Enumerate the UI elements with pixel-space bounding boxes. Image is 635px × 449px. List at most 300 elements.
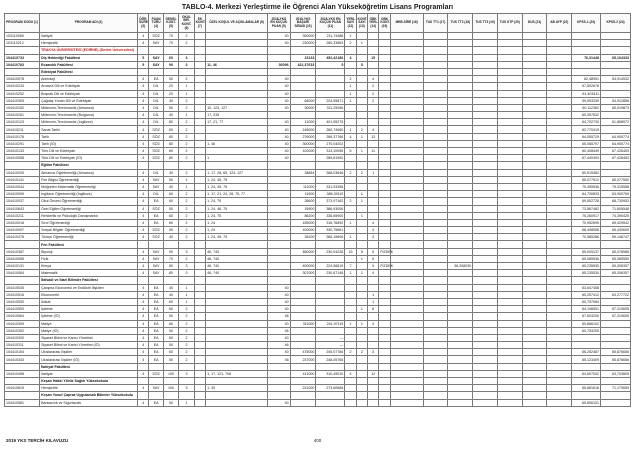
table-cell (473, 112, 498, 119)
table-cell (368, 140, 379, 147)
table-cell (194, 284, 205, 291)
table-cell: 4 (138, 205, 149, 212)
program-name-cell: Keşan Yusuf Çapraz Uygulamalı Bilimler Yüksekokulu (40, 392, 138, 399)
table-cell (423, 334, 448, 341)
table-cell: 3 (179, 263, 194, 270)
table-cell (473, 40, 498, 47)
table-cell (448, 68, 473, 75)
table-cell (206, 90, 268, 97)
table-cell (423, 298, 448, 305)
table-cell: 40 (267, 334, 290, 341)
table-cell (356, 342, 367, 349)
table-cell (473, 277, 498, 284)
table-cell (497, 255, 522, 262)
table-cell (423, 284, 448, 291)
table-cell: 40 (163, 112, 178, 119)
program-code-cell: 104410783 (5, 61, 40, 68)
table-cell (290, 306, 316, 313)
table-cell (345, 205, 356, 212)
table-cell (345, 191, 356, 198)
table-cell (206, 291, 268, 298)
table-cell (497, 112, 522, 119)
table-cell: 40 (267, 83, 290, 90)
table-cell (368, 33, 379, 40)
table-cell: SAY (149, 255, 163, 262)
table-cell: 4 (138, 284, 149, 291)
column-header: PUAN TÜRÜ (4) (149, 14, 163, 33)
table-cell (356, 176, 367, 183)
table-cell (497, 119, 522, 126)
table-cell (547, 176, 572, 183)
table-cell (497, 183, 522, 190)
table-cell: 23133 (290, 54, 316, 61)
table-cell (547, 83, 572, 90)
table-cell (390, 349, 423, 356)
table-cell (368, 104, 379, 111)
table-cell (379, 334, 390, 341)
table-cell: 1 (179, 399, 194, 406)
table-cell: 1 (345, 219, 356, 226)
table-cell: 2 (179, 234, 194, 241)
table-cell (547, 140, 572, 147)
table-cell: 46 (267, 327, 290, 334)
program-code-cell: 104410064 (5, 270, 40, 277)
table-cell: 1 (179, 183, 194, 190)
program-code-cell: 104410211 (5, 126, 40, 133)
table-cell (390, 133, 423, 140)
table-cell: 1 (179, 176, 194, 183)
table-cell (267, 370, 290, 377)
table-cell: 67,426453 (601, 155, 631, 162)
program-name-cell: İktisadi ve İdari Bilimler Fakültesi (40, 277, 138, 284)
table-cell: 4 (368, 227, 379, 234)
table-cell: 64,055729 (572, 133, 601, 140)
table-cell (345, 47, 356, 54)
table-cell (163, 47, 178, 54)
program-name-cell: Arnavut Dili ve Edebiyatı (40, 83, 138, 90)
table-cell (345, 61, 356, 68)
table-cell (473, 104, 498, 111)
table-cell (379, 104, 390, 111)
table-cell (356, 356, 367, 363)
table-cell (345, 334, 356, 341)
table-cell: 1 (368, 291, 379, 298)
table-cell (356, 68, 367, 75)
table-cell (448, 104, 473, 111)
table-cell (194, 313, 205, 320)
table-cell (379, 370, 390, 377)
table-cell (423, 47, 448, 54)
table-cell (448, 112, 473, 119)
table-cell (290, 255, 316, 262)
table-cell: 230,67146 (316, 270, 345, 277)
table-cell: 1 (356, 40, 367, 47)
table-cell (572, 392, 601, 399)
table-cell (390, 198, 423, 205)
program-name-cell: Diş Hekimliği Fakültesi (40, 54, 138, 61)
table-cell (547, 155, 572, 162)
table-cell: 4 (138, 370, 149, 377)
table-cell (473, 162, 498, 169)
table-cell: 10, 123, 127 (206, 104, 268, 111)
table-cell (522, 183, 547, 190)
table-cell: 76,31448 (572, 54, 601, 61)
table-cell (423, 234, 448, 241)
table-cell (368, 155, 379, 162)
table-cell: 4 (138, 169, 149, 176)
table-cell (290, 76, 316, 83)
table-cell: DİL (149, 112, 163, 119)
table-cell (423, 270, 448, 277)
program-name-cell: Sanat Tarihi (40, 126, 138, 133)
table-cell (379, 155, 390, 162)
table-cell (423, 327, 448, 334)
table-cell (368, 334, 379, 341)
faculty-row (5, 162, 631, 169)
table-cell: 35100 (290, 234, 316, 241)
table-cell: 2 (179, 313, 194, 320)
table-cell (547, 263, 572, 270)
program-name-cell: Mütercim-Tercümanlık (Almanca) (40, 104, 138, 111)
program-code-cell: 104410141 (5, 176, 40, 183)
table-cell: 3 (179, 248, 194, 255)
table-cell (547, 47, 572, 54)
table-cell (497, 176, 522, 183)
table-cell: EA (149, 334, 163, 341)
table-cell (423, 90, 448, 97)
table-cell: 400000 (290, 263, 316, 270)
table-row (5, 83, 631, 90)
table-cell: 386,93006 (316, 205, 345, 212)
table-cell (423, 133, 448, 140)
table-cell: SÖZ (149, 370, 163, 377)
table-cell (390, 112, 423, 119)
table-cell: 40 (267, 399, 290, 406)
table-cell (149, 277, 163, 284)
table-cell: 5 (138, 61, 149, 68)
table-cell (368, 212, 379, 219)
table-cell (473, 219, 498, 226)
table-cell (448, 155, 473, 162)
table-cell (497, 363, 522, 370)
table-cell: 40 (267, 33, 290, 40)
table-cell (390, 83, 423, 90)
table-cell (368, 119, 379, 126)
table-cell (368, 277, 379, 284)
table-cell: 330,75661 (316, 227, 345, 234)
table-cell (356, 112, 367, 119)
table-cell (390, 241, 423, 248)
table-cell (379, 255, 390, 262)
table-cell (423, 248, 448, 255)
table-cell (194, 76, 205, 83)
table-cell (497, 399, 522, 406)
column-header: PROGRAM ADI (2) (40, 14, 138, 33)
table-cell (448, 219, 473, 226)
table-cell: 4 (368, 234, 379, 241)
table-cell (497, 198, 522, 205)
table-cell (379, 47, 390, 54)
table-cell (522, 342, 547, 349)
table-cell (290, 291, 316, 298)
program-code-cell: 104410252 (5, 90, 40, 97)
table-cell: — (316, 342, 345, 349)
table-row (5, 327, 631, 334)
table-cell: 4 (138, 291, 149, 298)
table-row (5, 76, 631, 83)
table-cell (206, 97, 268, 104)
program-name-cell: Eğitim Fakültesi (40, 162, 138, 169)
column-header: KPSS-2 (24) (601, 14, 631, 33)
table-row (5, 176, 631, 183)
header-row (5, 14, 631, 33)
table-cell: 313,10055 (316, 148, 345, 155)
table-cell (267, 176, 290, 183)
table-cell: 368,03846 (316, 169, 345, 176)
table-cell (345, 241, 356, 248)
program-name-cell: Okul Öncesi Öğretmenliği (40, 198, 138, 205)
program-code-cell: 104410476 (5, 234, 40, 241)
table-cell (379, 378, 390, 385)
table-cell (547, 248, 572, 255)
table-cell (206, 378, 268, 385)
table-cell (206, 356, 268, 363)
faculty-row (5, 363, 631, 370)
table-cell (138, 68, 149, 75)
table-row (5, 370, 631, 377)
table-cell: 2 (179, 255, 194, 262)
table-cell (522, 234, 547, 241)
table-cell: EA (149, 306, 163, 313)
table-cell: 2 (179, 33, 194, 40)
table-cell (522, 54, 547, 61)
table-cell: 2 (368, 83, 379, 90)
table-cell: 60 (163, 306, 178, 313)
table-cell: 111000 (290, 183, 316, 190)
table-cell (601, 399, 631, 406)
table-cell (138, 363, 149, 370)
table-cell (194, 148, 205, 155)
table-cell (547, 219, 572, 226)
table-cell: 5 (356, 61, 367, 68)
table-cell: 80 (163, 119, 178, 126)
table-cell: 2 (345, 349, 356, 356)
table-cell: 310,45010 (316, 370, 345, 377)
program-name-cell: Maliye (İÖ) (40, 327, 138, 334)
table-cell (206, 40, 268, 47)
table-cell: 64,702730 (572, 119, 601, 126)
table-cell: DİL (149, 83, 163, 90)
table-cell (138, 277, 149, 284)
table-cell: 1, 39 (206, 385, 268, 392)
table-cell (522, 198, 547, 205)
table-cell (522, 61, 547, 68)
table-cell: 4 (138, 263, 149, 270)
table-cell: 50 (163, 313, 178, 320)
table-cell (368, 47, 379, 54)
table-cell (206, 298, 268, 305)
table-cell (368, 205, 379, 212)
table-cell (206, 320, 268, 327)
table-cell (345, 392, 356, 399)
table-cell (290, 298, 316, 305)
table-cell: 2 (179, 140, 194, 147)
table-cell: 248,05765 (316, 356, 345, 363)
table-cell: 2 (179, 219, 194, 226)
table-cell (547, 162, 572, 169)
table-cell (356, 140, 367, 147)
table-cell: 50 (163, 356, 178, 363)
program-code-cell: 104410131 (5, 263, 40, 270)
table-cell: 2 (345, 40, 356, 47)
table-cell (473, 291, 498, 298)
table-cell (194, 370, 205, 377)
table-cell (206, 54, 268, 61)
table-cell (345, 306, 356, 313)
table-cell: 75,315558 (601, 183, 631, 190)
table-cell: 452,42180 (316, 54, 345, 61)
table-cell: EA (149, 76, 163, 83)
table-cell (522, 47, 547, 54)
table-cell (473, 176, 498, 183)
table-cell (267, 241, 290, 248)
table-cell (390, 356, 423, 363)
table-cell (316, 112, 345, 119)
table-cell (473, 126, 498, 133)
table-cell (368, 313, 379, 320)
table-cell (423, 198, 448, 205)
table-cell: SÖZ (149, 126, 163, 133)
table-cell (194, 112, 205, 119)
table-cell (194, 255, 205, 262)
table-cell (473, 227, 498, 234)
program-code-cell: 104410309 (5, 320, 40, 327)
table-row (5, 183, 631, 190)
table-cell: 26600 (290, 198, 316, 205)
table-cell (206, 162, 268, 169)
table-cell (497, 277, 522, 284)
table-cell (390, 119, 423, 126)
table-cell (423, 40, 448, 47)
table-cell (356, 385, 367, 392)
table-cell: 60,866102 (572, 320, 601, 327)
table-cell: 1 (356, 148, 367, 155)
table-cell: 63,277722 (601, 291, 631, 298)
table-cell: 1 (179, 284, 194, 291)
table-cell (423, 277, 448, 284)
table-cell (448, 191, 473, 198)
table-cell (138, 392, 149, 399)
table-cell (522, 370, 547, 377)
table-cell: 2 (179, 198, 194, 205)
table-cell (423, 212, 448, 219)
table-cell (390, 320, 423, 327)
table-cell (390, 205, 423, 212)
program-name-cell: Tarih (40, 133, 138, 140)
table-cell: 67,603200 (572, 313, 601, 320)
table-cell (149, 162, 163, 169)
program-code-cell (5, 68, 40, 75)
table-cell (601, 83, 631, 90)
table-cell (522, 176, 547, 183)
table-cell (497, 291, 522, 298)
table-cell (522, 298, 547, 305)
table-cell: 4 (138, 119, 149, 126)
table-cell: 4 (138, 270, 149, 277)
table-cell (522, 162, 547, 169)
table-cell (522, 306, 547, 313)
table-cell (601, 298, 631, 305)
table-cell (163, 363, 178, 370)
table-cell: 270,04002 (316, 140, 345, 147)
table-cell: 57,802678 (572, 83, 601, 90)
column-header: PROGRAM KODU (1) (5, 14, 40, 33)
table-cell (547, 291, 572, 298)
table-cell (390, 126, 423, 133)
table-cell: 4 (138, 83, 149, 90)
table-cell: 1 (356, 320, 367, 327)
table-cell (316, 291, 345, 298)
table-cell (423, 176, 448, 183)
program-code-cell: 104410564 (5, 313, 40, 320)
table-cell: 100 (163, 385, 178, 392)
program-code-cell: 104410300 (5, 334, 40, 341)
program-code-cell: 104410581 (5, 399, 40, 406)
table-cell (547, 169, 572, 176)
table-cell (345, 176, 356, 183)
table-cell (522, 148, 547, 155)
table-cell (194, 277, 205, 284)
table-cell (522, 90, 547, 97)
table-cell: 276000 (290, 133, 316, 140)
table-cell: 80 (163, 270, 178, 277)
table-cell: 1 (356, 212, 367, 219)
table-cell (379, 313, 390, 320)
table-cell (522, 140, 547, 147)
table-cell (356, 97, 367, 104)
table-cell: 224,95871 (316, 97, 345, 104)
table-cell (423, 140, 448, 147)
table-cell (194, 385, 205, 392)
table-cell (601, 284, 631, 291)
table-row (5, 291, 631, 298)
table-cell: 50 (163, 176, 178, 183)
table-cell (379, 198, 390, 205)
table-row (5, 270, 631, 277)
table-cell: 1 (356, 270, 367, 277)
table-cell: 2 (179, 119, 194, 126)
table-cell (290, 90, 316, 97)
table-cell (547, 363, 572, 370)
table-cell: 46, 740 (206, 248, 268, 255)
table-cell (368, 399, 379, 406)
column-header: 2018-YKS EN KÜÇÜK PUAN (9) (267, 14, 290, 33)
table-cell (356, 90, 367, 97)
program-name-cell: Fen Bilgisi Öğretmenliği (40, 176, 138, 183)
table-cell: 65,123409 (572, 356, 601, 363)
program-name-cell: Uluslararası İlişkiler (İÖ) (40, 356, 138, 363)
table-cell: 237000 (290, 356, 316, 363)
table-cell (601, 90, 631, 97)
table-cell: 230,04228 (316, 248, 345, 255)
table-cell: 4 (138, 104, 149, 111)
table-cell: 4 (138, 212, 149, 219)
table-cell: 1 (206, 155, 268, 162)
table-cell (206, 126, 268, 133)
table-cell (547, 90, 572, 97)
table-cell (356, 54, 367, 61)
table-cell (448, 399, 473, 406)
